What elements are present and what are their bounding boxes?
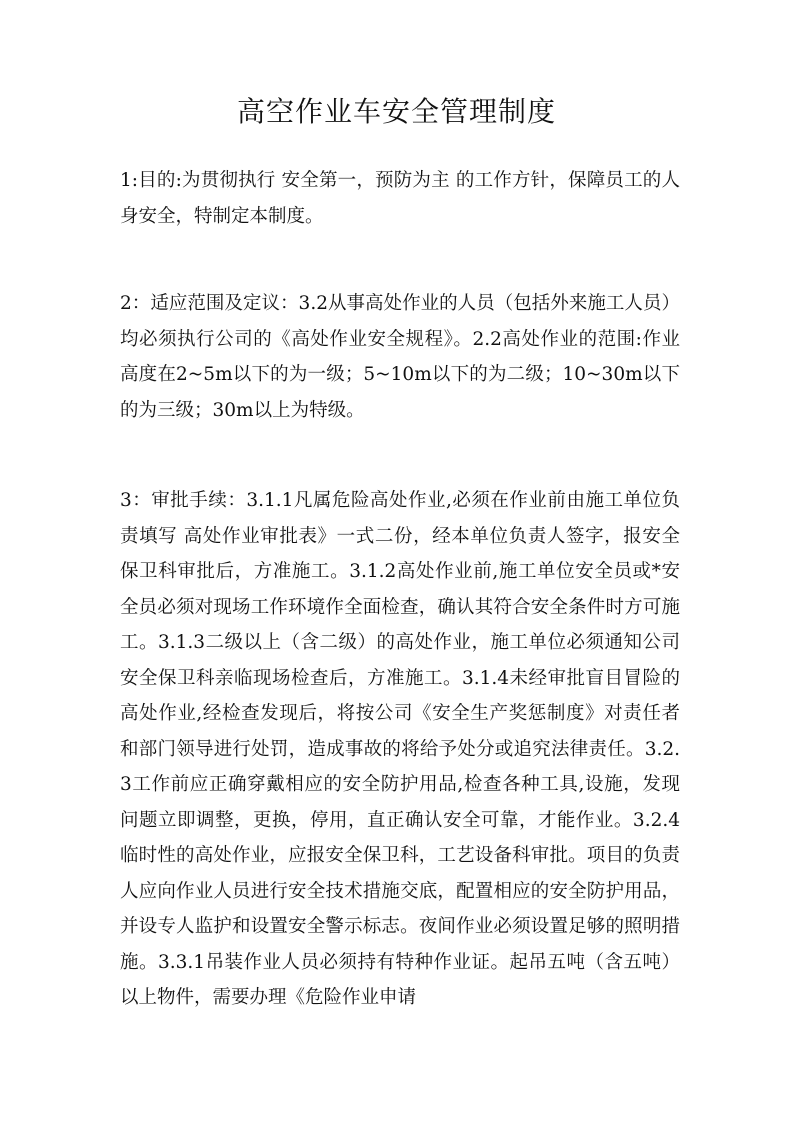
paragraph-purpose: 1:目的:为贯彻执行 安全第一，预防为主 的工作方针，保障员工的人身安全，特制定本制度。 bbox=[120, 170, 680, 227]
paragraph-approval: 3：审批手续：3.1.1凡属危险高处作业,必须在作业前由施工单位负责填写 高处作业审批表》一式二份，经本单位负责人签字，报安全保卫科审批后，方准施工。3.1.2高处作业前,施工单位安全员或*安全员必须对现场工作环境作全面检查，确认其符合安全条件时方可施工。3.1.3二级以上（含二级）的高处作业，施工单位必须通知公司安全保卫科亲临现场检查后，方准施工。3.1.4未经审批盲目冒险的高处作业,经检查发现后，将按公司《安全生产奖惩制度》对责任者和部门领导进行处罚，造成事故的将给予处分或追究法律责任。3.2.3工作前应正确穿戴相应的安全防护用品,检查各种工具,设施，发现问题立即调整，更换，停用，直正确认安全可靠，才能作业。3.2.4临时性的高处作业，应报安全保卫科，工艺设备科审批。项目的负责人应向作业人员进行安全技术措施交底，配置相应的安全防护用品，并设专人监护和设置安全警示标志。夜间作业必须设置足够的照明措施。3.3.1吊装作业人员必须持有特种作业证。起吊五吨（含五吨）以上物件，需要办理《危险作业申请 bbox=[120, 490, 680, 1008]
paragraph-scope: 2：适应范围及定议：3.2从事高处作业的人员（包括外来施工人员）均必须执行公司的《高处作业安全规程》。2.2高处作业的范围:作业高度在2~5m以下的为一级；5~10m以下的为二级；10~30m以下的为三级；30m以上为特级。 bbox=[120, 293, 680, 421]
document-title: 高空作业车安全管理制度 bbox=[236, 95, 556, 128]
